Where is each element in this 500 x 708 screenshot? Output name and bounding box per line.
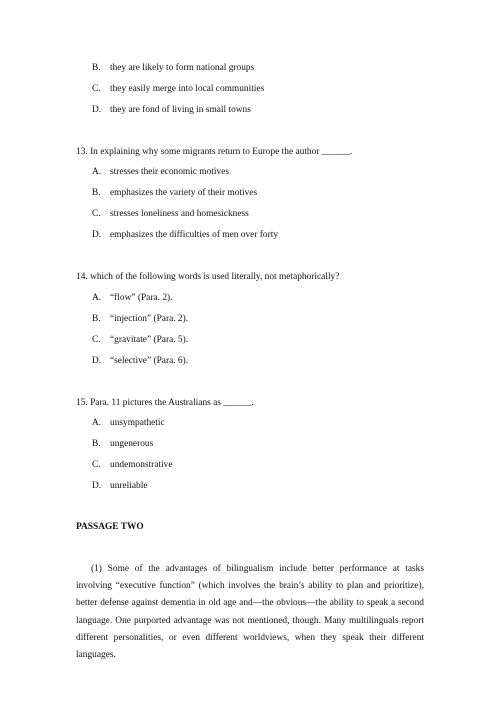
q13-option-a: [92, 166, 229, 178]
option-text: ungenerous: [110, 439, 154, 449]
option-text: they are likely to form national groups: [110, 63, 255, 73]
option-text: “flow” (Para. 2).: [110, 293, 173, 303]
option-text: “injection” (Para. 2).: [110, 314, 189, 324]
option-text: stresses their economic motives: [110, 167, 229, 177]
q13-option-c: [92, 208, 249, 220]
q13-stem: 13. In explaining why some migrants return to Europe the author ______.: [76, 147, 353, 157]
option-text: “gravitate” (Para. 5).: [110, 335, 189, 345]
option-letter: B.: [92, 314, 101, 324]
q15-option-a: [92, 417, 165, 429]
option-text: undemonstrative: [110, 460, 173, 470]
q14-option-b: [92, 313, 188, 325]
q15-option-c: [92, 459, 173, 471]
q14-stem: 14. which of the following words is used literally, not metaphorically?: [76, 272, 340, 282]
option-letter: B.: [92, 439, 101, 449]
paragraph-text: (1) Some of the advantages of bilingualism include better performance at tasks involving “executive function” (which involves the brain’s ability to plan and prioritize), better defense against dementia in old age and—the obvious—the ability to speak a second language. One purported advantage was not mentioned, though. Many multilinguals report different personalities, or even different worldviews, when they speak their different languages.: [76, 564, 424, 661]
q15-stem: 15. Para. 11 pictures the Australians as ______.: [76, 398, 254, 408]
option-letter: D.: [92, 481, 102, 491]
q12-option-c: [92, 83, 264, 95]
option-letter: C.: [92, 335, 101, 345]
option-text: “selective” (Para. 6).: [110, 356, 189, 366]
option-letter: D.: [92, 105, 102, 115]
option-letter: D.: [92, 230, 102, 240]
option-text: emphasizes the variety of their motives: [110, 188, 258, 198]
q14-option-a: [92, 292, 172, 304]
option-text: stresses loneliness and homesickness: [110, 209, 249, 219]
q13-option-b: [92, 187, 257, 199]
option-text: unreliable: [110, 481, 148, 491]
option-text: they are fond of living in small towns: [110, 105, 251, 115]
option-letter: C.: [92, 84, 101, 94]
q14-option-d: [92, 355, 188, 367]
option-text: unsympathetic: [110, 418, 165, 428]
q12-option-b: [92, 62, 254, 74]
passage-title: PASSAGE TWO: [76, 522, 144, 532]
q13-option-d: [92, 229, 278, 241]
option-letter: C.: [92, 460, 101, 470]
passage-paragraph-1: [76, 561, 424, 664]
option-letter: A.: [92, 293, 102, 303]
q12-option-d: [92, 104, 251, 116]
option-letter: B.: [92, 63, 101, 73]
option-text: they easily merge into local communities: [110, 84, 265, 94]
option-text: emphasizes the difficulties of men over forty: [110, 230, 279, 240]
q14-option-c: [92, 334, 188, 346]
option-letter: B.: [92, 188, 101, 198]
option-letter: D.: [92, 356, 102, 366]
option-letter: A.: [92, 167, 102, 177]
q15-option-b: [92, 438, 153, 450]
q15-option-d: [92, 480, 147, 492]
option-letter: C.: [92, 209, 101, 219]
option-letter: A.: [92, 418, 102, 428]
